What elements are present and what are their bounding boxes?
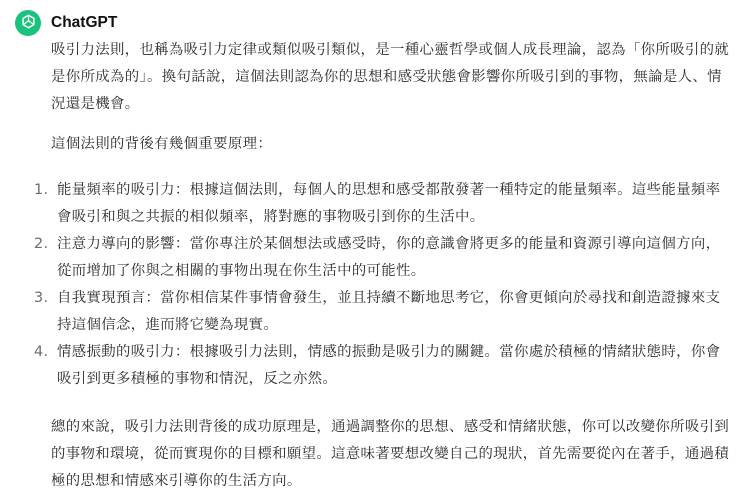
openai-logo-icon <box>20 13 37 34</box>
lead-paragraph: 這個法則的背後有幾個重要原理： <box>51 136 273 152</box>
list-item <box>34 177 731 231</box>
list-item-text: 情感振動的吸引力：根據吸引力法則，情感的振動是吸引力的關鍵。當你處於積極的情緒狀態時，你會吸引到更多積極的事物和情況，反之亦然。 <box>57 344 721 387</box>
message-content <box>34 37 731 495</box>
list-item <box>34 339 731 393</box>
intro-paragraph: 吸引力法則，也稱為吸引力定律或類似吸引類似，是一種心靈哲學或個人成長理論，認為「你所吸引的就是你所成為的」。換句話說，這個法則認為你的思想和感受狀態會影響你所吸引到的事物，無論是人、情況還是機會。 <box>51 42 730 112</box>
list-number: 4. <box>34 344 49 360</box>
list-item <box>34 285 731 339</box>
list-number: 2. <box>34 236 49 252</box>
list-item-text: 注意力導向的影響：當你專注於某個想法或感受時，你的意識會將更多的能量和資源引導向這個方向，從而增加了你與之相關的事物出現在你生活中的可能性。 <box>57 236 721 279</box>
principles-list <box>34 177 731 393</box>
list-item-text: 能量頻率的吸引力：根據這個法則，每個人的思想和感受都散發著一種特定的能量頻率。這些能量頻率會吸引和與之共振的相似頻率，將對應的事物吸引到你的生活中。 <box>57 182 721 225</box>
list-item-text: 自我實現預言：當你相信某件事情會發生，並且持續不斷地思考它，你會更傾向於尋找和創造證據來支持這個信念，進而將它變為現實。 <box>57 290 721 333</box>
summary-paragraph: 總的來說，吸引力法則背後的成功原理是，通過調整你的思想、感受和情緒狀態，你可以改變你所吸引到的事物和環境，從而實現你的目標和願望。這意味著要想改變自己的現狀，首先需要從內在著手，通過積極的思想和情感來引導你的生活方向。 <box>51 419 730 489</box>
list-number: 3. <box>34 290 49 306</box>
avatar <box>15 10 41 36</box>
list-item <box>34 231 731 285</box>
author-name: ChatGPT <box>51 14 118 31</box>
list-number: 1. <box>34 182 49 198</box>
